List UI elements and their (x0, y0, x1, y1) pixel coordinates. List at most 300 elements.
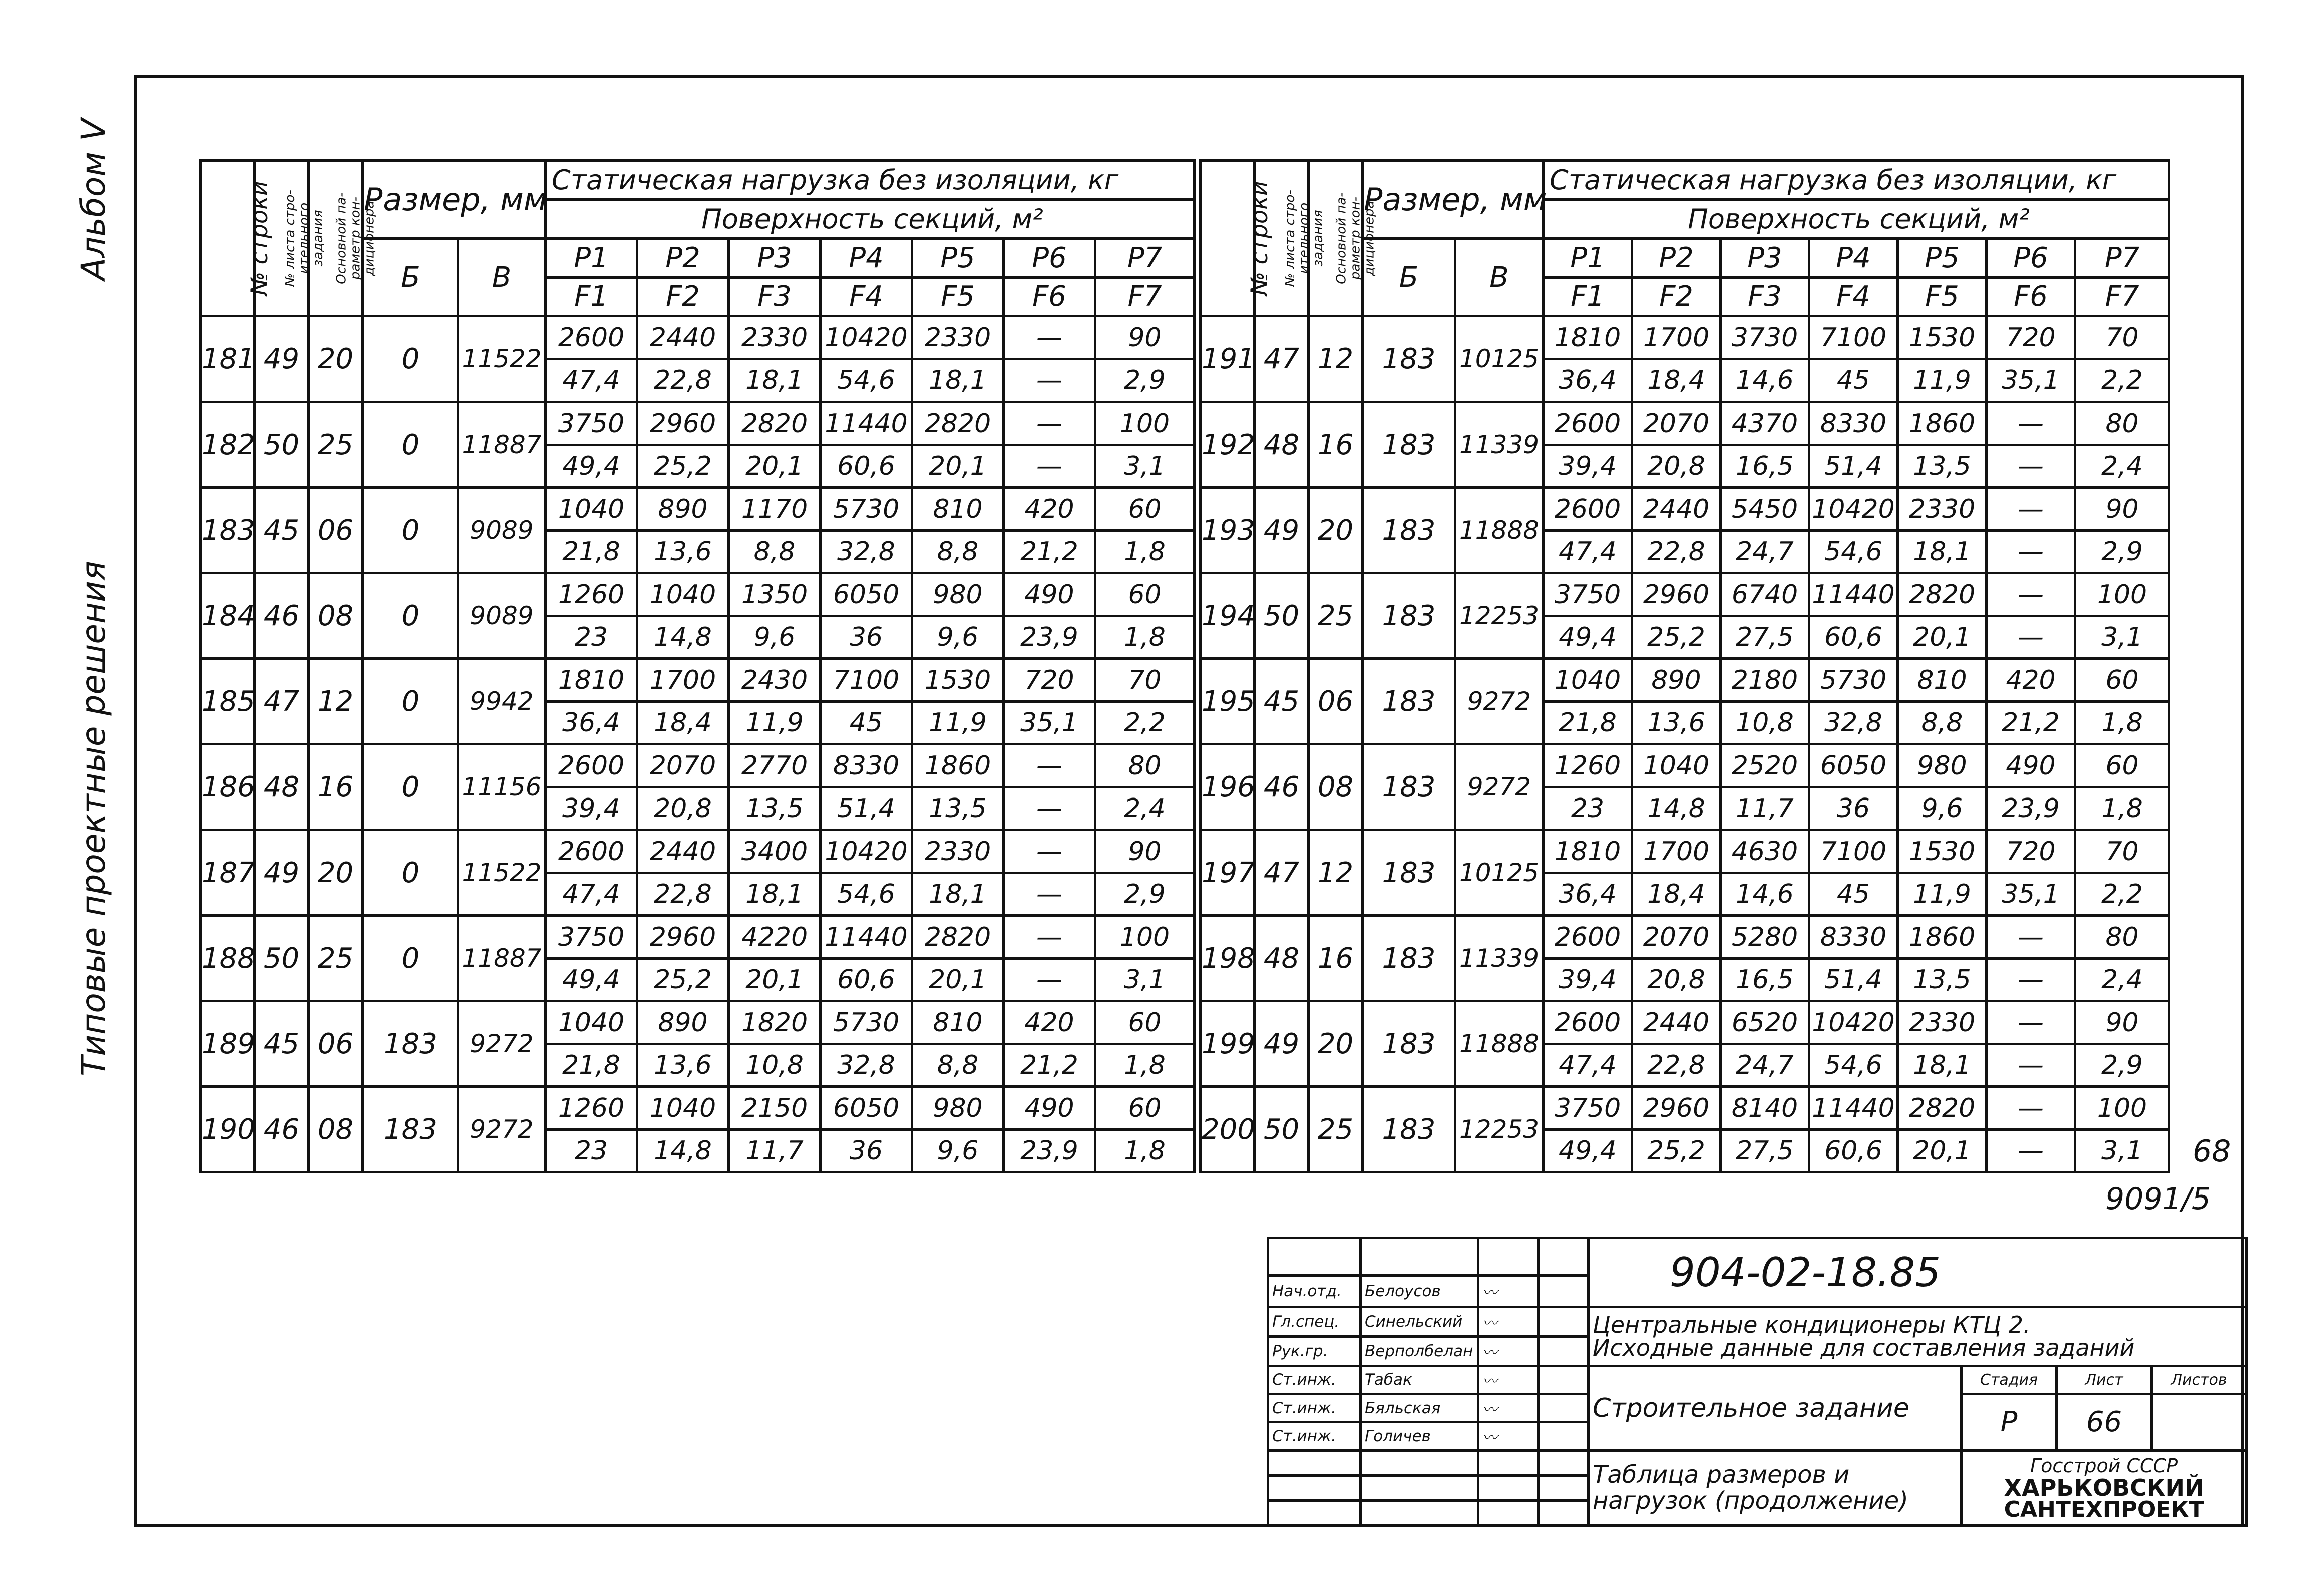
sheet-value: 66 (2057, 1394, 2152, 1450)
load-value: — (1004, 830, 1095, 873)
table-row (201, 744, 1195, 787)
surface-value: 11,9 (1898, 873, 1987, 916)
load-value: 980 (1898, 744, 1987, 787)
load-value: 2820 (912, 402, 1004, 445)
size-v-header: В (1455, 239, 1544, 316)
series-label: Типовые проектные решения (74, 561, 113, 1076)
document-title: Центральные кондиционеры КТЦ 2. Исходные данные для составления заданий (1589, 1307, 2247, 1366)
surface-value: 39,4 (1544, 445, 1632, 488)
surface-value: 47,4 (1544, 1044, 1632, 1087)
load-value: 3730 (1721, 316, 1809, 359)
row-no-header: № строки (201, 161, 255, 316)
table-row (1201, 1001, 2169, 1044)
surface-value: — (1004, 873, 1095, 916)
load-value: 90 (2075, 488, 2169, 531)
load-value: 6050 (1809, 744, 1898, 787)
row-number: 185 (201, 659, 255, 744)
surface-value: 20,1 (912, 445, 1004, 488)
surface-value: 23 (546, 616, 637, 659)
surface-value: — (1987, 1130, 2075, 1172)
sheet-number-cell: 47 (255, 659, 309, 744)
surface-value: 21,8 (1544, 702, 1632, 744)
table-row (1201, 830, 2169, 873)
load-value: 10420 (1809, 1001, 1898, 1044)
load-value: 490 (1987, 744, 2075, 787)
surface-value: 13,6 (637, 531, 729, 573)
pf-column-header: P2 F2 (1632, 239, 1721, 316)
sheet-no-header: № листа стро- ительного задания (255, 161, 309, 316)
load-value: 8330 (821, 744, 912, 787)
surface-value: 32,8 (821, 1044, 912, 1087)
load-value: 890 (1632, 659, 1721, 702)
surface-value: 1,8 (1095, 1044, 1195, 1087)
load-value: 2770 (729, 744, 821, 787)
surface-value: 3,1 (2075, 1130, 2169, 1172)
load-value: 3750 (546, 916, 637, 959)
stage-value: Р (1962, 1394, 2057, 1450)
surface-value: 36 (821, 1130, 912, 1172)
surface-value: 14,8 (1632, 787, 1721, 830)
surface-value: 13,6 (1632, 702, 1721, 744)
surface-value: 14,6 (1721, 359, 1809, 402)
person-name: Голичев (1361, 1422, 1478, 1450)
table-row (1201, 659, 2169, 702)
load-value: 420 (1987, 659, 2075, 702)
load-value: 2600 (1544, 488, 1632, 531)
row-number: 197 (1201, 830, 1255, 916)
surface-value: 10,8 (1721, 702, 1809, 744)
surface-value: — (1987, 531, 2075, 573)
size-v: 9272 (458, 1001, 546, 1087)
parameter-code: 25 (309, 916, 363, 1001)
parameter-code: 06 (1309, 659, 1363, 744)
surface-value: 23,9 (1987, 787, 2075, 830)
role: Рук.гр. (1268, 1336, 1361, 1366)
load-value: 2440 (637, 830, 729, 873)
surface-value: 23 (546, 1130, 637, 1172)
sheet-number: 68 (2193, 1134, 2231, 1169)
size-b: 183 (1363, 744, 1455, 830)
sheet-number-cell: 45 (255, 488, 309, 573)
table-row (201, 659, 1195, 702)
basis-header: Основной па- раметр кон- диционера (309, 161, 363, 316)
surface-value: 14,8 (637, 1130, 729, 1172)
row-number: 184 (201, 573, 255, 659)
size-v: 9272 (458, 1087, 546, 1172)
surface-value: 13,5 (729, 787, 821, 830)
load-value: 890 (637, 1001, 729, 1044)
load-value: 10420 (821, 316, 912, 359)
surface-value: 8,8 (912, 1044, 1004, 1087)
load-value: 2440 (1632, 488, 1721, 531)
load-value: 6050 (821, 1087, 912, 1130)
size-b: 183 (1363, 402, 1455, 488)
load-value: 2070 (1632, 916, 1721, 959)
parameter-code: 16 (1309, 916, 1363, 1001)
load-value: 1810 (1544, 316, 1632, 359)
surface-value: 20,1 (729, 959, 821, 1001)
pf-column-header: P3 F3 (1721, 239, 1809, 316)
surface-value: 21,2 (1987, 702, 2075, 744)
parameter-code: 25 (309, 402, 363, 488)
pf-column-header: P3 F3 (729, 239, 821, 316)
table-row (201, 573, 1195, 616)
size-b: 183 (1363, 1001, 1455, 1087)
signature: 〰 (1478, 1336, 1539, 1366)
surface-value: 3,1 (1095, 959, 1195, 1001)
surface-value: 23,9 (1004, 1130, 1095, 1172)
surface-value: 39,4 (546, 787, 637, 830)
sheet-number-cell: 48 (1255, 916, 1309, 1001)
load-value: — (1004, 402, 1095, 445)
surface-value: 16,5 (1721, 959, 1809, 1001)
load-value: 490 (1004, 1087, 1095, 1130)
load-value: 100 (1095, 402, 1195, 445)
load-value: 2600 (1544, 916, 1632, 959)
surface-value: 9,6 (912, 616, 1004, 659)
load-value: 5730 (1809, 659, 1898, 702)
surface-value: 36,4 (1544, 873, 1632, 916)
surface-value: 20,8 (1632, 959, 1721, 1001)
load-value: — (1004, 744, 1095, 787)
surface-value: 60,6 (821, 445, 912, 488)
sheet-number-cell: 48 (255, 744, 309, 830)
load-value: 100 (2075, 573, 2169, 616)
load-value: 60 (1095, 488, 1195, 531)
size-load-table-right (1199, 159, 2170, 1173)
surface-value: 18,1 (1898, 531, 1987, 573)
load-value: 60 (1095, 1001, 1195, 1044)
size-b: 183 (363, 1001, 458, 1087)
load-value: 100 (1095, 916, 1195, 959)
load-value: 1700 (637, 659, 729, 702)
surface-value: 51,4 (1809, 959, 1898, 1001)
load-value: 420 (1004, 1001, 1095, 1044)
surface-header: Поверхность секций, м² (1544, 200, 2169, 239)
load-value: 70 (2075, 830, 2169, 873)
load-value: 720 (1004, 659, 1095, 702)
sheet-number-cell: 50 (1255, 573, 1309, 659)
role: Нач.отд. (1268, 1275, 1361, 1307)
load-value: 11440 (821, 916, 912, 959)
load-value: 2820 (729, 402, 821, 445)
pf-column-header: P7 F7 (2075, 239, 2169, 316)
signature: 〰 (1478, 1307, 1539, 1337)
table-row (1201, 402, 2169, 445)
sheet-number-cell: 47 (1255, 316, 1309, 402)
person-name: Верполбелан (1361, 1336, 1478, 1366)
surface-value: — (1004, 359, 1095, 402)
surface-value: 45 (1809, 359, 1898, 402)
surface-value: 8,8 (1898, 702, 1987, 744)
load-value: 2960 (637, 916, 729, 959)
load-value: 810 (912, 1001, 1004, 1044)
load-value: 90 (1095, 830, 1195, 873)
load-value: 3750 (1544, 573, 1632, 616)
size-b: 0 (363, 916, 458, 1001)
load-value: 2150 (729, 1087, 821, 1130)
load-value: 2330 (912, 316, 1004, 359)
load-value: 8140 (1721, 1087, 1809, 1130)
row-number: 187 (201, 830, 255, 916)
surface-value: 2,2 (2075, 873, 2169, 916)
surface-value: 23 (1544, 787, 1632, 830)
load-value: 7100 (821, 659, 912, 702)
surface-value: 32,8 (1809, 702, 1898, 744)
load-value: 1860 (1898, 402, 1987, 445)
size-v: 9272 (1455, 744, 1544, 830)
load-value: 1260 (546, 573, 637, 616)
row-number: 183 (201, 488, 255, 573)
size-v: 11339 (1455, 916, 1544, 1001)
surface-value: 36,4 (1544, 359, 1632, 402)
parameter-code: 12 (1309, 830, 1363, 916)
row-number: 189 (201, 1001, 255, 1087)
load-value: 5730 (821, 488, 912, 531)
surface-value: 13,5 (1898, 959, 1987, 1001)
sheet-number-cell: 45 (1255, 659, 1309, 744)
row-number: 198 (1201, 916, 1255, 1001)
table-row (1201, 744, 2169, 787)
size-v: 9089 (458, 488, 546, 573)
load-value: 720 (1987, 316, 2075, 359)
size-v: 11522 (458, 830, 546, 916)
load-value: 60 (1095, 1087, 1195, 1130)
surface-value: 39,4 (1544, 959, 1632, 1001)
parameter-code: 25 (1309, 1087, 1363, 1172)
sheets-value (2152, 1394, 2247, 1450)
parameter-code: 12 (309, 659, 363, 744)
parameter-code: 06 (309, 488, 363, 573)
load-value: 90 (2075, 1001, 2169, 1044)
pf-column-header: P5 F5 (912, 239, 1004, 316)
load-value: 2440 (1632, 1001, 1721, 1044)
surface-value: 18,4 (1632, 359, 1721, 402)
role: Ст.инж. (1268, 1394, 1361, 1422)
size-v: 10125 (1455, 830, 1544, 916)
load-value: 11440 (821, 402, 912, 445)
surface-value: 18,4 (637, 702, 729, 744)
load-value: 80 (2075, 916, 2169, 959)
sheet-number-cell: 49 (255, 316, 309, 402)
load-value: 3750 (1544, 1087, 1632, 1130)
size-v: 12253 (1455, 1087, 1544, 1172)
sheet-number-cell: 46 (255, 1087, 309, 1172)
surface-value: 1,8 (1095, 1130, 1195, 1172)
load-value: 10420 (1809, 488, 1898, 531)
surface-value: 25,2 (637, 959, 729, 1001)
surface-value: — (1987, 616, 2075, 659)
row-number: 196 (1201, 744, 1255, 830)
surface-value: 18,1 (729, 359, 821, 402)
load-value: 1820 (729, 1001, 821, 1044)
row-number: 200 (1201, 1087, 1255, 1172)
surface-value: 21,8 (546, 1044, 637, 1087)
surface-value: 16,5 (1721, 445, 1809, 488)
load-value: 2960 (1632, 573, 1721, 616)
load-value: 2440 (637, 316, 729, 359)
surface-value: 2,2 (1095, 702, 1195, 744)
surface-value: 14,8 (637, 616, 729, 659)
size-b: 183 (1363, 659, 1455, 744)
load-value: 11440 (1809, 573, 1898, 616)
surface-value: 45 (821, 702, 912, 744)
album-label: Альбом V (74, 118, 113, 280)
load-value: 1530 (1898, 316, 1987, 359)
load-value: 6740 (1721, 573, 1809, 616)
load-value: 720 (1987, 830, 2075, 873)
surface-value: 18,1 (1898, 1044, 1987, 1087)
surface-value: 2,9 (2075, 1044, 2169, 1087)
load-value: — (1987, 1001, 2075, 1044)
load-value: 4220 (729, 916, 821, 959)
surface-value: 27,5 (1721, 1130, 1809, 1172)
load-value: 1530 (1898, 830, 1987, 873)
load-value: 2430 (729, 659, 821, 702)
table-row (1201, 916, 2169, 959)
table-row (1201, 316, 2169, 359)
pf-column-header: P6 F6 (1987, 239, 2075, 316)
surface-value: 8,8 (729, 531, 821, 573)
surface-value: 3,1 (2075, 616, 2169, 659)
load-value: 6520 (1721, 1001, 1809, 1044)
table-row (201, 1001, 1195, 1044)
load-value: 11440 (1809, 1087, 1898, 1130)
surface-value: 18,1 (912, 359, 1004, 402)
surface-value: 9,6 (1898, 787, 1987, 830)
signature: 〰 (1478, 1394, 1539, 1422)
surface-value: 2,9 (1095, 873, 1195, 916)
organization: Госстрой СССР ХАРЬКОВСКИЙ САНТЕХПРОЕКТ (1962, 1450, 2247, 1525)
load-value: 1040 (546, 488, 637, 531)
parameter-code: 06 (309, 1001, 363, 1087)
surface-value: 60,6 (1809, 616, 1898, 659)
load-value: 2600 (546, 744, 637, 787)
row-number: 195 (1201, 659, 1255, 744)
size-v: 11887 (458, 916, 546, 1001)
sheet-number-cell: 46 (1255, 744, 1309, 830)
sheet-number-cell: 46 (255, 573, 309, 659)
load-value: 810 (1898, 659, 1987, 702)
surface-value: 20,8 (637, 787, 729, 830)
parameter-code: 08 (309, 573, 363, 659)
surface-value: 13,5 (1898, 445, 1987, 488)
load-value: 2600 (546, 316, 637, 359)
size-b: 183 (1363, 488, 1455, 573)
surface-value: 54,6 (1809, 531, 1898, 573)
load-value: — (1004, 916, 1095, 959)
size-b: 0 (363, 744, 458, 830)
size-b: 183 (1363, 573, 1455, 659)
surface-value: 25,2 (1632, 616, 1721, 659)
surface-value: 54,6 (821, 359, 912, 402)
surface-value: 20,1 (912, 959, 1004, 1001)
load-value: 420 (1004, 488, 1095, 531)
surface-value: 9,6 (912, 1130, 1004, 1172)
parameter-code: 08 (309, 1087, 363, 1172)
table-row (1201, 573, 2169, 616)
load-value: 3750 (546, 402, 637, 445)
load-value: 80 (2075, 402, 2169, 445)
load-value: 4370 (1721, 402, 1809, 445)
row-number: 182 (201, 402, 255, 488)
surface-value: 20,1 (1898, 1130, 1987, 1172)
load-value: 90 (1095, 316, 1195, 359)
load-value: 3400 (729, 830, 821, 873)
surface-value: 47,4 (546, 359, 637, 402)
load-value: 980 (912, 1087, 1004, 1130)
surface-value: 54,6 (1809, 1044, 1898, 1087)
surface-value: 23,9 (1004, 616, 1095, 659)
table-row (201, 830, 1195, 873)
surface-value: 21,2 (1004, 531, 1095, 573)
surface-value: 54,6 (821, 873, 912, 916)
load-value: 1040 (1544, 659, 1632, 702)
surface-value: 36 (821, 616, 912, 659)
size-v-header: В (458, 239, 546, 316)
size-load-table-left (199, 159, 1196, 1173)
table-row (201, 488, 1195, 531)
table-row (201, 316, 1195, 359)
surface-value: 21,8 (546, 531, 637, 573)
load-value: 2960 (1632, 1087, 1721, 1130)
load-value: 1700 (1632, 830, 1721, 873)
surface-value: 49,4 (1544, 1130, 1632, 1172)
surface-value: 13,5 (912, 787, 1004, 830)
sheet-number-cell: 49 (255, 830, 309, 916)
load-value: 100 (2075, 1087, 2169, 1130)
load-value: 7100 (1809, 316, 1898, 359)
size-b-header: Б (363, 239, 458, 316)
parameter-code: 25 (1309, 573, 1363, 659)
basis-header: Основной па- раметр кон- диционера (1309, 161, 1363, 316)
surface-value: 51,4 (821, 787, 912, 830)
sheet-number-cell: 50 (255, 402, 309, 488)
load-value: 1810 (1544, 830, 1632, 873)
surface-value: 49,4 (546, 959, 637, 1001)
surface-value: 10,8 (729, 1044, 821, 1087)
load-value: 1260 (1544, 744, 1632, 787)
surface-value: 36 (1809, 787, 1898, 830)
load-value: 1700 (1632, 316, 1721, 359)
surface-value: 1,8 (2075, 702, 2169, 744)
surface-value: 25,2 (1632, 1130, 1721, 1172)
load-value: 6050 (821, 573, 912, 616)
load-value: 890 (637, 488, 729, 531)
surface-value: 11,9 (1898, 359, 1987, 402)
table-row (1201, 1087, 2169, 1130)
surface-value: 35,1 (1004, 702, 1095, 744)
sheet-number-cell: 49 (1255, 488, 1309, 573)
load-value: — (1004, 316, 1095, 359)
load-value: 7100 (1809, 830, 1898, 873)
load-value: 10420 (821, 830, 912, 873)
surface-value: 20,8 (1632, 445, 1721, 488)
parameter-code: 20 (1309, 1001, 1363, 1087)
size-v: 11156 (458, 744, 546, 830)
size-v: 10125 (1455, 316, 1544, 402)
surface-value: 27,5 (1721, 616, 1809, 659)
section-name: Строительное задание (1589, 1366, 1962, 1450)
load-value: 1860 (912, 744, 1004, 787)
load-value: 60 (2075, 744, 2169, 787)
parameter-code: 20 (309, 316, 363, 402)
surface-value: 9,6 (729, 616, 821, 659)
surface-value: 22,8 (637, 359, 729, 402)
load-value: 70 (1095, 659, 1195, 702)
load-value: 2070 (637, 744, 729, 787)
person-name: Табак (1361, 1366, 1478, 1394)
